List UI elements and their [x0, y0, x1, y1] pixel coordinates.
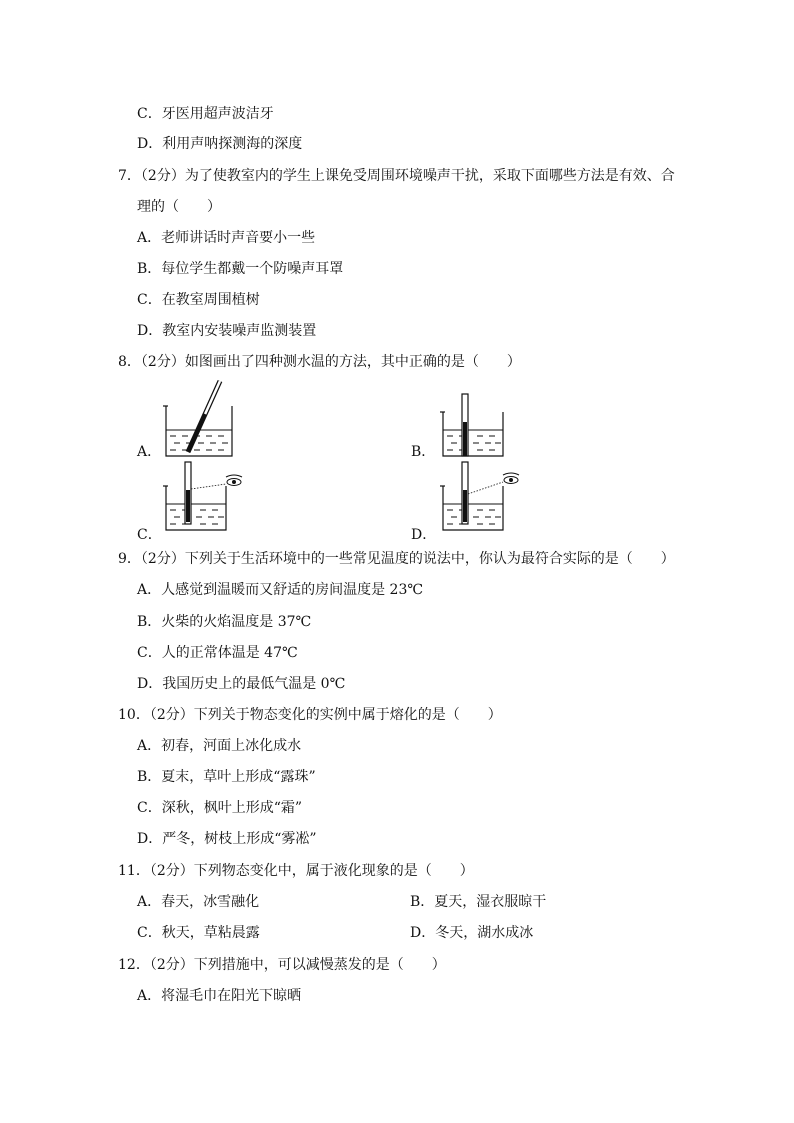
q7-option-b: B．每位学生都戴一个防噪声耳罩: [137, 261, 344, 277]
q9-option-d: D．我国历史上的最低气温是 0℃: [137, 676, 346, 692]
q11-option-b: B．夏天，湿衣服晾干: [410, 894, 547, 910]
q8-label-d: D．: [411, 527, 437, 543]
q11-option-a: A．春天，冰雪融化: [137, 894, 260, 910]
q10-stem: 10．（2分）下列关于物态变化的实例中属于熔化的是（ ）: [118, 707, 502, 723]
q8-figure-a: [160, 378, 240, 458]
q8-figure-b: [437, 392, 509, 458]
q11-option-d: D．冬天，湖水成冰: [410, 925, 534, 941]
q8-stem: 8．（2分）如图画出了四种测水温的方法，其中正确的是（ ）: [118, 354, 521, 370]
q7-stem: 7．（2分）为了使教室内的学生上课免受周围环境噪声干扰，采取下面哪些方法是有效、合: [118, 168, 675, 184]
q8-label-c: C．: [137, 527, 162, 543]
q10-option-b: B．夏末，草叶上形成“露珠”: [137, 769, 316, 785]
q10-option-d: D．严冬，树枝上形成“雾凇”: [137, 831, 317, 847]
q11-stem: 11．（2分）下列物态变化中，属于液化现象的是（ ）: [118, 863, 474, 879]
q7-option-c: C．在教室周围植树: [137, 292, 260, 308]
q8-label-a: A．: [137, 444, 162, 460]
q10-option-c: C．深秋，枫叶上形成“霜”: [137, 800, 303, 816]
q6-option-d: D．利用声呐探测海的深度: [137, 136, 303, 152]
q8-figure-d: [437, 460, 537, 532]
q12-option-a: A．将湿毛巾在阳光下晾晒: [137, 988, 302, 1004]
q10-option-a: A．初春，河面上冰化成水: [137, 738, 302, 754]
q9-option-c: C．人的正常体温是 47℃: [137, 645, 298, 661]
q9-option-b: B．火柴的火焰温度是 37℃: [137, 614, 312, 630]
q12-stem: 12．（2分）下列措施中，可以减慢蒸发的是（ ）: [118, 957, 446, 973]
q7-option-d: D．教室内安装噪声监测装置: [137, 323, 317, 339]
q9-stem: 9．（2分）下列关于生活环境中的一些常见温度的说法中，你认为最符合实际的是（ ）: [118, 551, 675, 567]
q6-option-c: C．牙医用超声波洁牙: [137, 106, 274, 122]
q9-option-a: A．人感觉到温暖而又舒适的房间温度是 23℃: [137, 582, 424, 598]
q11-option-c: C．秋天，草粘晨露: [137, 925, 260, 941]
q8-figure-c: [160, 460, 260, 532]
q8-label-b: B．: [411, 444, 436, 460]
q7-stem-cont: 理的（ ）: [137, 199, 221, 215]
q7-option-a: A．老师讲话时声音要小一些: [137, 230, 316, 246]
